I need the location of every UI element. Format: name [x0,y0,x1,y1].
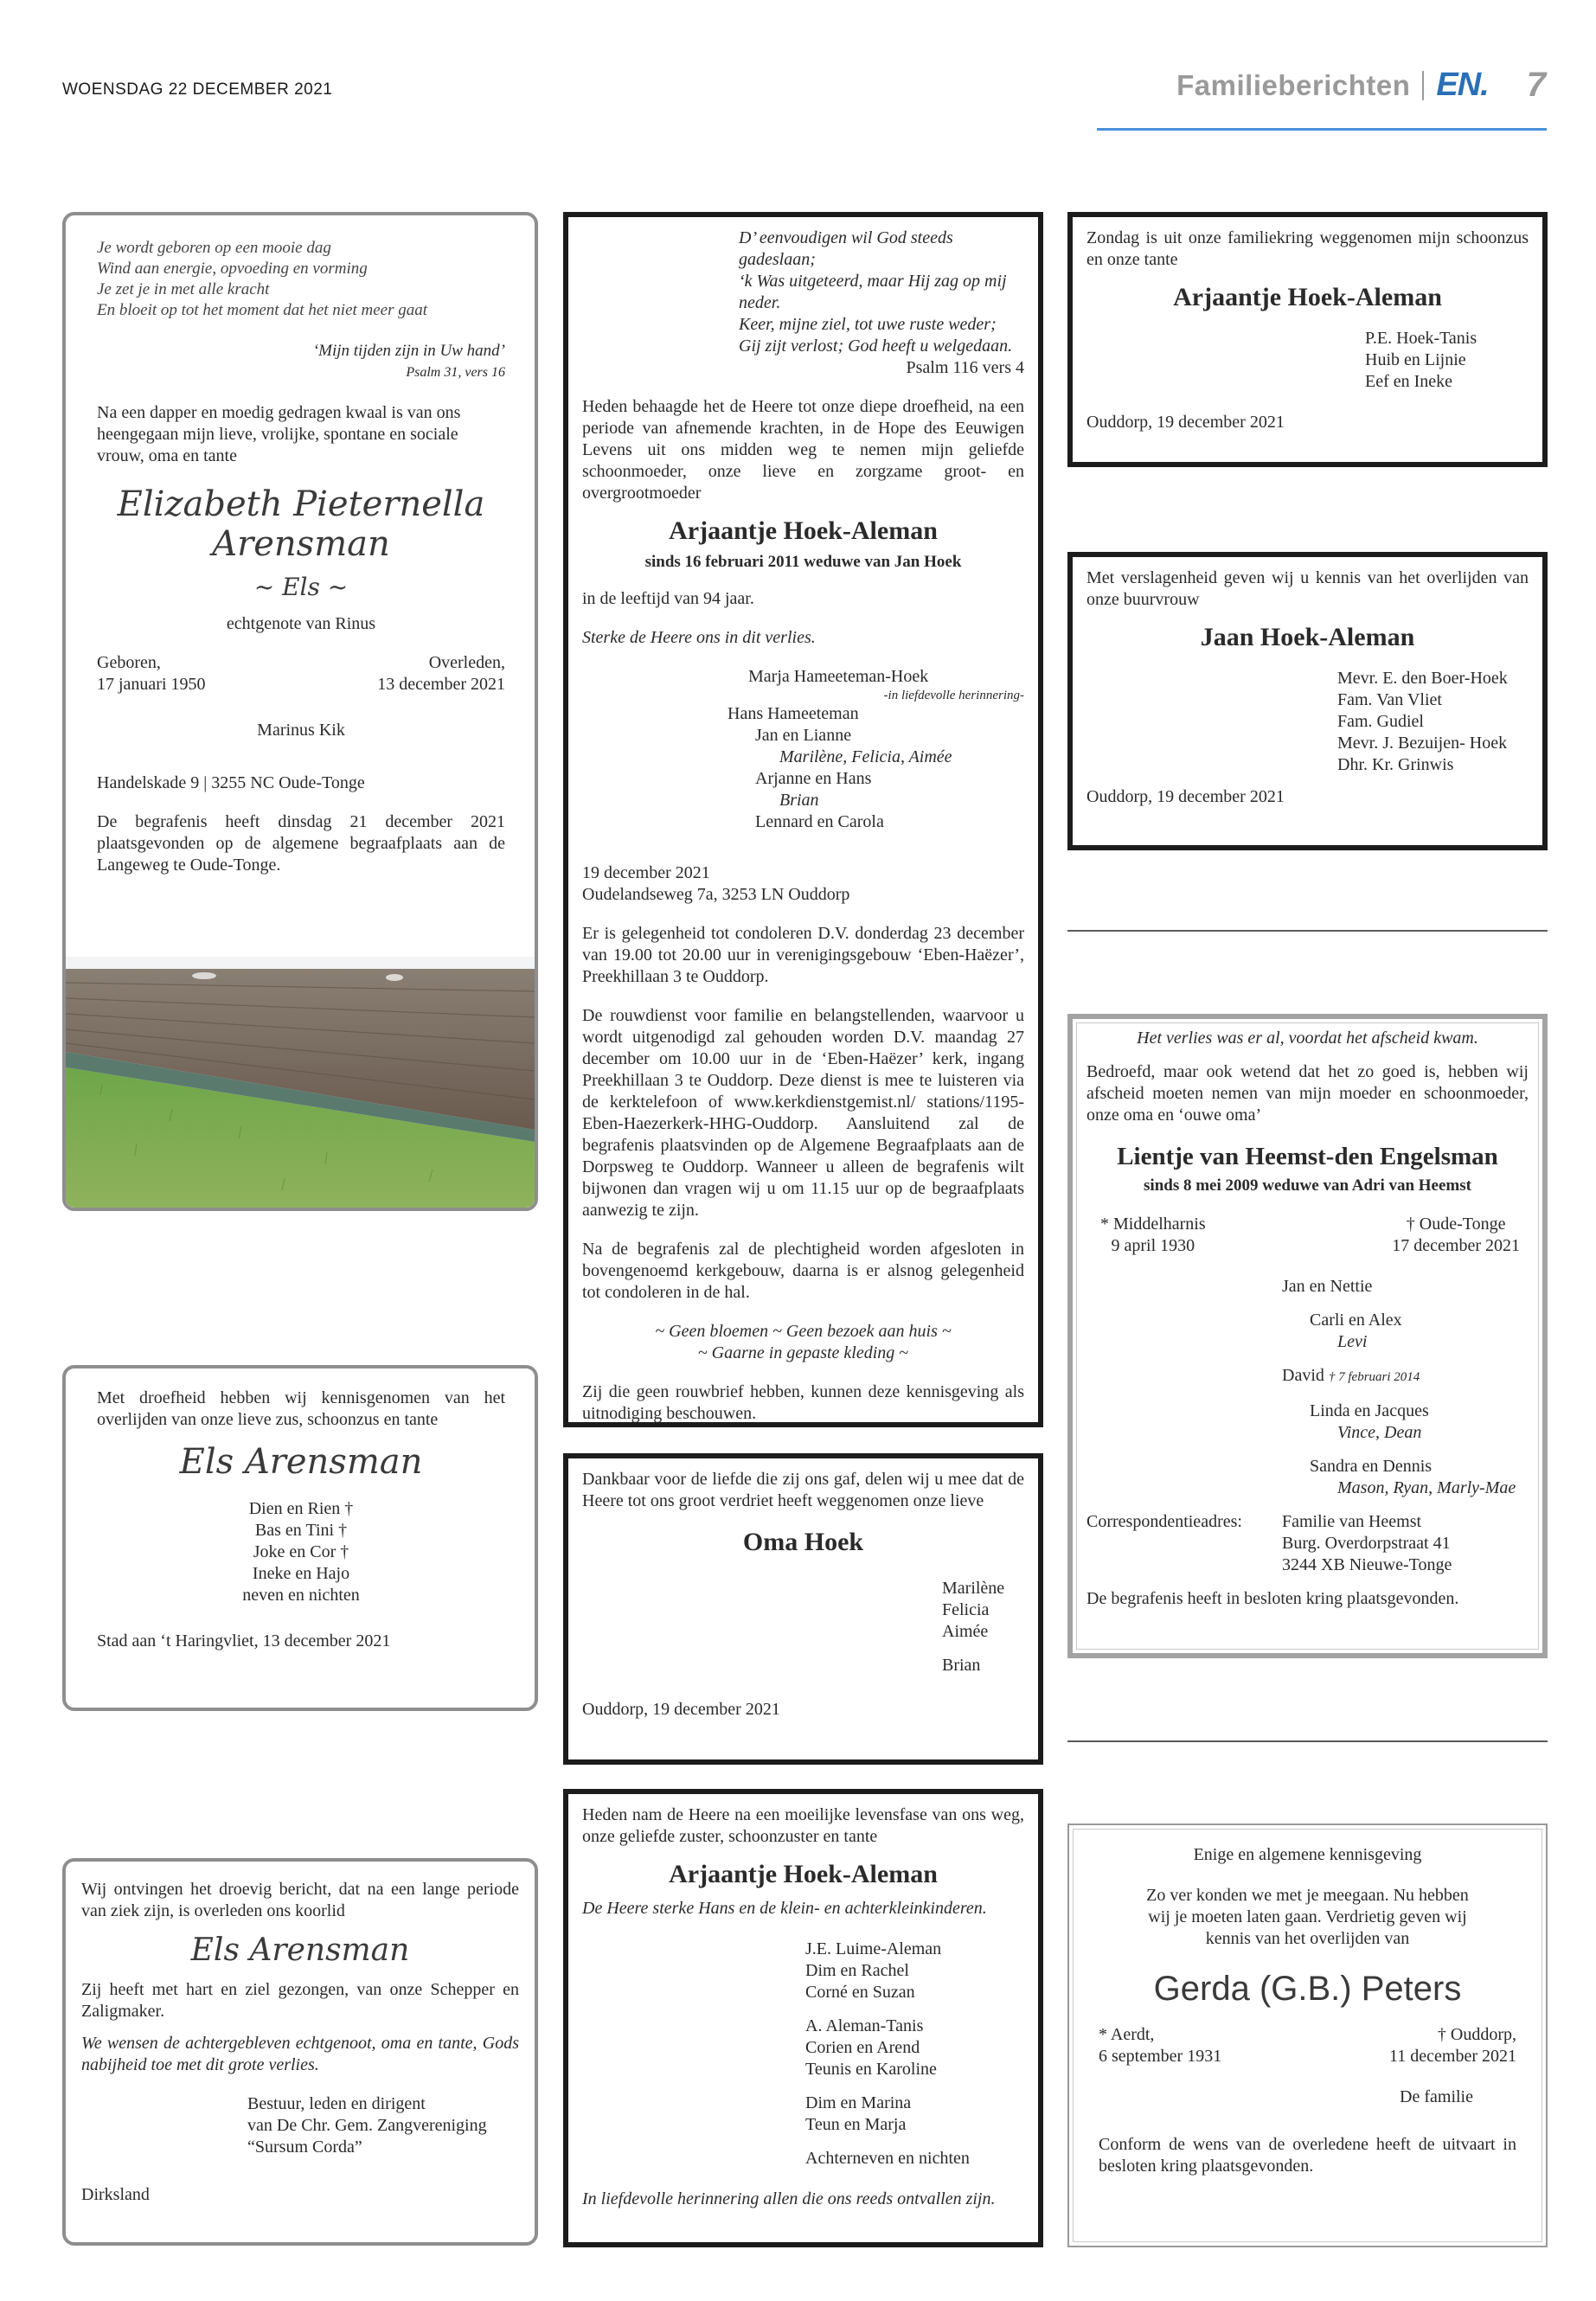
family-member: Teun en Marja [805,2115,907,2134]
family-member: Ineke en Hajo [252,1564,350,1583]
family-group [1282,1310,1529,1353]
family-member: Lennard en Carola [755,812,884,831]
intro-text: Zondag is uit onze familiekring weggenomen mijn schoonzus en onze tante [1086,228,1529,269]
family-member: Mevr. J. Bezuijen- Hoek [1337,734,1508,753]
intro-line: Zo ver konden we met je meegaan. Nu hebben [1146,1886,1469,1905]
intro-text: Dankbaar voor de liefde die zij ons gaf, delen wij u mee dat de Heere tot ons groot verdriet heeft weggenomen onze lieve [582,1470,1024,1510]
family-list [1086,1276,1529,1499]
family-member: Teunis en Karoline [805,2060,937,2079]
address-line: 3244 XB Nieuwe-Tonge [1282,1555,1452,1574]
family-member: A. Aleman-Tanis [805,2016,924,2035]
place-date: Ouddorp, 19 december 2021 [1086,787,1285,806]
address-line: Burg. Overdorpstraat 41 [1282,1534,1451,1553]
section-title: Familieberichten [1176,68,1411,101]
family-member: Huib en Lijnie [1365,350,1466,369]
wishes-text: We wensen de achtergebleven echtgenoot, oma en tante, Gods nabijheid toe met dit grote verlies. [81,2034,519,2074]
family-list [1086,328,1529,393]
funeral-info: De begrafenis heeft in besloten kring plaatsgevonden. [1086,1589,1459,1608]
signature-line: “Sursum Corda” [247,2138,362,2157]
quote: ‘Mijn tijden zijn in Uw hand’ [312,342,505,360]
intro-text: Met verslagenheid geven wij u kennis van het overlijden van onze buurvrouw [1086,568,1529,609]
correspondence-label: Correspondentieadres: [1086,1512,1242,1531]
poem-line: Je zet je in met alle kracht [97,280,270,298]
family-member: Linda en Jacques [1310,1401,1429,1420]
verse: De Heere sterke Hans en de klein- en achterkleinkinderen. [582,1899,987,1918]
died-date: 11 december 2021 [1389,2047,1516,2066]
obituary-oma-hoek [563,1453,1043,1765]
address: Oudelandseweg 7a, 3253 LN Ouddorp [582,885,850,904]
closing-text: Zij die geen rouwbrief hebben, kunnen deze kennisgeving als uitnodiging beschouwen. [582,1382,1024,1423]
page-header [1176,66,1546,105]
place-date: Stad aan ‘t Haringvliet, 13 december 2021 [97,1631,391,1650]
born-label: Geboren, [97,653,161,672]
born [1100,1214,1206,1257]
signed-by: Marinus Kik [257,721,345,740]
born [97,652,206,695]
family-member: Dhr. Kr. Grinwis [1337,755,1454,774]
family-list [1086,668,1529,776]
family-member: Jan en Lianne [755,726,852,745]
family-group [1282,1365,1529,1388]
verse: Sterke de Heere ons in dit verlies. [582,628,816,647]
family-group [805,1939,1024,2003]
deceased-name: Oma Hoek [742,1528,864,1556]
deceased-name: Gerda (G.B.) Peters [1153,1970,1462,2008]
funeral-info: De begrafenis heeft dinsdag 21 december 2021 plaatsgevonden op de algemene begraafplaats aan de Langeweg te Oude-Tonge. [97,812,505,875]
deceased-name: Els Arensman [179,1442,423,1482]
born-label: * Aerdt, [1099,2025,1155,2044]
header-rule [1097,128,1547,131]
grandchildren: Marilène, Felicia, Aimée [779,747,952,766]
deceased-name [97,484,505,564]
dates [97,652,505,695]
clothing-note: ~ Gaarne in gepaste kleding ~ [697,1343,909,1362]
page-date: WOENSDAG 22 DECEMBER 2021 [62,80,333,99]
deceased-name: Arjaantje Hoek-Aleman [1173,283,1442,311]
place: Dirksland [81,2185,150,2204]
intro-text: Met droefheid hebben wij kennisgenomen van het overlijden van onze lieve zus, schoonzus en tante [97,1388,505,1429]
family-member: Fam. Gudiel [1337,712,1424,731]
widow-of: sinds 16 februari 2011 weduwe van Jan Hoek [644,553,962,571]
family-member: Mevr. E. den Boer-Hoek [1337,669,1508,688]
died-date: 17 december 2021 [1392,1236,1520,1255]
obituary-jaan-hoek-aleman [1067,552,1548,850]
family-member: Corien en Arend [805,2038,920,2057]
name-line: Arensman [212,524,390,564]
family-member: Corné en Suzan [805,1983,915,2002]
page-number: 7 [1526,66,1546,104]
family-member: Felicia [942,1600,990,1619]
family-member: neven en nichten [242,1586,360,1605]
signature-line: van De Chr. Gem. Zangvereniging [247,2116,487,2135]
place-date: Ouddorp, 19 december 2021 [582,1700,780,1719]
born-date: 6 september 1931 [1099,2047,1222,2066]
family: De familie [1400,2087,1473,2106]
intro-line: wij je moeten laten gaan. Verdrietig geven wij [1148,1907,1467,1926]
died-label: Overleden, [428,653,505,672]
obituary-arjaantje-hoek-aleman-family [1067,212,1548,467]
intro-text: Heden nam de Heere na een moeilijke levensfase van ons weg, onze geliefde zuster, schoonzuster en tante [582,1805,1024,1846]
service-info: De rouwdienst voor familie en belangstellenden, waarvoor u wordt uitgenodigd zal gehouden worden D.V. maandag 27 december om 10.00 uur in de ‘Eben-Haëzer’ kerk, ingang Preekhillaan 3 te Ouddorp. Deze dienst is mee te luisteren via de kerktelefoon of www.kerkdienstgemist.nl/ stations/1195-Eben-Haezerkerk-HHG-Ouddorp. Aansluitend zal de begrafenis plaatsvinden op de Algemene Begraafplaats aan de Dorpsweg te Ouddorp. Wanneer u alleen de begrafenis wilt bijwonen dan vragen wij u om 11.15 uur op de begraafplaats aanwezig te zijn. [582,1006,1024,1220]
family-member: Dim en Rachel [805,1961,909,1980]
family-member: Achterneven en nichten [805,2149,970,2168]
family-member: P.E. Hoek-Tanis [1365,329,1477,348]
family-list [97,1498,505,1606]
psalm-line: Gij zijt verlost; God heeft u welgedaan. [739,336,1013,356]
family-list [582,1939,1024,2170]
intro-text: Bedroefd, maar ook wetend dat het zo goed is, hebben wij afscheid moeten nemen van mijn moeder en schoonmoeder, onze oma en ‘ouwe oma’ [1086,1062,1529,1125]
choir-text: Zij heeft met hart en ziel gezongen, van onze Schepper en Zaligmaker. [81,1980,519,2021]
born-date: 9 april 1930 [1111,1236,1195,1255]
no-flowers: ~ Geen bloemen ~ Geen bezoek aan huis ~ [655,1322,952,1341]
column-divider [1067,1740,1548,1742]
grandchildren: Mason, Ryan, Marly-Mae [1337,1478,1516,1497]
intro-text: Wij ontvingen het droevig bericht, dat na een lange periode van ziek zijn, is overleden ons koorlid [81,1880,519,1920]
age: in de leeftijd van 94 jaar. [582,589,754,608]
family-member: Sandra en Dennis [1310,1457,1433,1476]
dates [1086,1214,1529,1257]
signature-line: Bestuur, leden en dirigent [247,2094,426,2113]
column-divider [1067,930,1548,932]
family-group [1282,1456,1529,1499]
field-photo-image [66,957,535,1208]
psalm-reference: Psalm 116 vers 4 [906,358,1024,377]
grandchildren: Vince, Dean [1337,1423,1422,1442]
born-date: 17 januari 1950 [97,675,206,694]
psalm-line: Keer, mijne ziel, tot uwe ruste weder; [739,315,997,334]
family-member: Carli en Alex [1310,1311,1402,1330]
correspondence [1086,1511,1529,1576]
family-member: Jan en Nettie [1282,1277,1373,1296]
obituary-els-arensman-choir [62,1858,538,2246]
obituary-els-arensman-family [62,1365,538,1711]
poem-line: Je wordt geboren op een mooie dag [97,239,331,257]
closing-text: In liefdevolle herinnering allen die ons reeds ontvallen zijn. [582,2189,996,2208]
newspaper-logo: EN. [1436,67,1489,103]
deceased-name: Arjaantje Hoek-Aleman [669,516,938,545]
died [1389,2024,1516,2067]
landscape-photo [66,957,535,1208]
poem-line: Wind aan energie, opvoeding en vorming [97,260,368,278]
dates [1099,2024,1516,2067]
quote-reference: Psalm 31, vers 16 [406,365,505,380]
obituary-arjaantje-hoek-aleman-siblings [563,1789,1043,2247]
nickname: ~ Els ~ [253,573,349,601]
family-member: Marilène [942,1579,1005,1598]
family-member: J.E. Luime-Aleman [805,1939,942,1958]
family-member: Dim en Marina [805,2093,912,2112]
died [1392,1214,1520,1257]
family-list [582,1578,1024,1643]
died-label: † Oude-Tonge [1406,1215,1506,1234]
intro-text: Na een dapper en moedig gedragen kwaal is van ons heengegaan mijn lieve, vrolijke, spontane en sociale vrouw, oma en tante [97,403,461,465]
intro-text: Heden behaagde het de Heere tot onze diepe droefheid, na een periode van afnemende krachten, in de Hope des Eeuwigen Levens uit ons midden weg te nemen mijn geliefde schoonmoeder, onze lieve en zorgzame groot- en overgrootmoeder [582,397,1024,503]
died-label: † Ouddorp, [1437,2025,1516,2044]
family-member: Hans Hameeteman [727,704,859,723]
deceased-name: Lientje van Heemst-den Engelsman [1117,1143,1498,1170]
family-member: Marja Hameeteman-Hoek [748,667,929,686]
family-member: Joke en Cor † [253,1542,349,1561]
grandchildren: Levi [1337,1332,1368,1351]
psalm-line: D’ eenvoudigen wil God steeds gadeslaan; [739,228,953,269]
born [1099,2024,1221,2067]
deceased-name: Jaan Hoek-Aleman [1200,623,1415,651]
header-divider [1422,71,1424,100]
family-member: Fam. Van Vliet [1337,690,1442,709]
family-member: Dien en Rien † [248,1499,354,1518]
date: 19 december 2021 [582,863,710,882]
family-member: Arjanne en Hans [755,769,872,788]
psalm-line: ‘k Was uitgeteerd, maar Hij zag op mij neder. [739,272,1007,312]
correspondence-address [1282,1511,1452,1576]
signature [81,2093,519,2158]
born-label: * Middelharnis [1100,1215,1206,1234]
obituary-gerda-peters [1067,1823,1548,2247]
intro-line: kennis van het overlijden van [1205,1929,1410,1948]
address: Handelskade 9 | 3255 NC Oude-Tonge [97,773,365,792]
widow-of: sinds 8 mei 2009 weduwe van Adri van Heemst [1144,1176,1471,1195]
family-group [805,2093,1024,2136]
family-note: -in liefdevolle herinnering- [883,689,1024,702]
closing-text: Conform de wens van de overledene heeft de uitvaart in besloten kring plaatsgevonden. [1099,2135,1516,2176]
place-date: Ouddorp, 19 december 2021 [1086,413,1285,432]
family-member: Bas en Tini † [254,1521,348,1540]
after-service-info: Na de begrafenis zal de plechtigheid worden afgesloten in bovengenoemd kerkgebouw, daarna is er alsnog gelegenheid tot condoleren in de hal. [582,1240,1024,1302]
family-member: Aimée [942,1622,989,1641]
family-member: David [1282,1366,1324,1385]
poem-line: En bloeit op tot het moment dat het niet meer gaat [97,301,428,319]
quote: Het verlies was er al, voordat het afscheid kwam. [1137,1029,1478,1048]
family-note: † 7 februari 2014 [1328,1370,1420,1384]
condolence-info: Er is gelegenheid tot condoleren D.V. donderdag 23 december van 19.00 tot 20.00 uur in verenigingsgebouw ‘Eben-Haëzer’, Preekhillaan 3 te Ouddorp. [582,924,1024,986]
deceased-name: Arjaantje Hoek-Aleman [669,1860,938,1888]
grandchildren: Brian [779,791,819,810]
address-line: Familie van Heemst [1282,1512,1422,1531]
family-list [582,666,1024,833]
spouse: echtgenote van Rinus [226,614,376,633]
family-member: Brian [942,1656,981,1675]
psalm [661,228,1024,357]
announcement-title: Enige en algemene kennisgeving [1193,1845,1422,1864]
family-group [805,2016,1024,2080]
family-group [1282,1400,1529,1444]
died-date: 13 december 2021 [377,675,505,694]
intro-text [1099,1885,1516,1950]
obituary-arjaantje-hoek-aleman-main [563,212,1043,1427]
poem [97,238,505,321]
died [377,652,505,695]
name-line: Elizabeth Pieternella [117,484,485,524]
obituary-lientje-van-heemst [1067,1014,1548,1658]
deceased-name: Els Arensman [190,1932,410,1968]
family-member: Eef en Ineke [1365,372,1453,391]
obituary-elizabeth-arensman [62,212,538,1211]
